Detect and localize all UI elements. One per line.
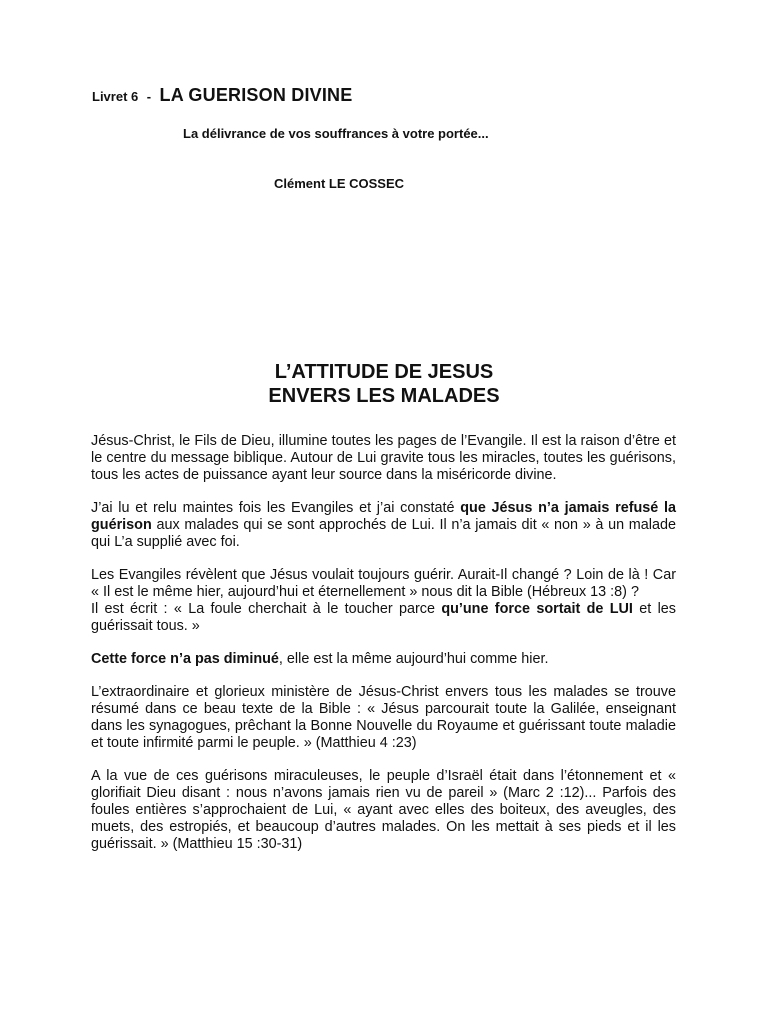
paragraph-2-text: J’ai lu et relu maintes fois les Evangiles et j’ai constaté [91,500,461,516]
paragraph-5-text: , elle est la même aujourd’hui comme hier. [278,651,549,667]
body-text [91,433,676,869]
paragraph-5-emphasis: Cette force n’a pas diminué [91,651,279,667]
booklet-header [92,85,352,106]
paragraph-2-emphasis: que Jésus n’a jamais refusé la guérison [91,500,677,533]
paragraph-3: Les Evangiles révèlent que Jésus voulait toujours guérir. Aurait-Il changé ? Loin de là ! Car « Il est le même hier, aujourd’hui et éternellement » nous dit la Bible (Hébreux 13 :8) ? [91,567,676,600]
booklet-number: Livret 6 [92,89,139,104]
paragraph-2-text-end: aux malades qui se sont approchés de Lui. Il n’a jamais dit « non » à un malade qui L’a supplié avec foi. [91,517,676,550]
booklet-title: LA GUERISON DIVINE [159,85,353,105]
paragraph-1: Jésus-Christ, le Fils de Dieu, illumine toutes les pages de l’Evangile. Il est la raison d’être et le centre du message biblique. Autour de Lui gravite tous les miracles, toutes les guérisons, tous les actes de puissance ayant leur source dans la miséricorde divine. [91,433,676,483]
section-title-line-2: ENVERS LES MALADES [268,385,500,407]
section-title-line-1: L’ATTITUDE DE JESUS [274,361,494,383]
paragraph-7: A la vue de ces guérisons miraculeuses, le peuple d’Israël était dans l’étonnement et « glorifiait Dieu disant : nous n’avons jamais rien vu de pareil » (Marc 2 :12)... Parfois des foules entières s’approchaient de Lui, « ayant avec elles des boiteux, des aveugles, des muets, des estropiés, et beaucoup d’autres malades. On les mettait à ses pieds et il les guérissait. » (Matthieu 15 :30-31) [91,768,676,852]
paragraph-4-text-end: et les guérissait tous. » [91,601,676,634]
paragraph-2 [91,500,676,551]
section-title [0,360,768,408]
paragraph-5 [91,651,676,668]
paragraph-4 [91,601,676,635]
paragraph-4-emphasis: qu’une force sortait de LUI [441,601,633,617]
booklet-subtitle: La délivrance de vos souffrances à votre portée... [183,126,489,141]
paragraph-4-text: Il est écrit : « La foule cherchait à le toucher parce [91,601,442,617]
header-separator: - [146,89,152,104]
author-name: Clément LE COSSEC [274,176,405,191]
paragraph-6: L’extraordinaire et glorieux ministère de Jésus-Christ envers tous les malades se trouve résumé dans ce beau texte de la Bible : « Jésus parcourait toute la Galilée, enseignant dans les synagogues, prêchant la Bonne Nouvelle du Royaume et guérissant toute maladie et toute infirmité parmi le peuple. » (Matthieu 4 :23) [91,684,676,751]
